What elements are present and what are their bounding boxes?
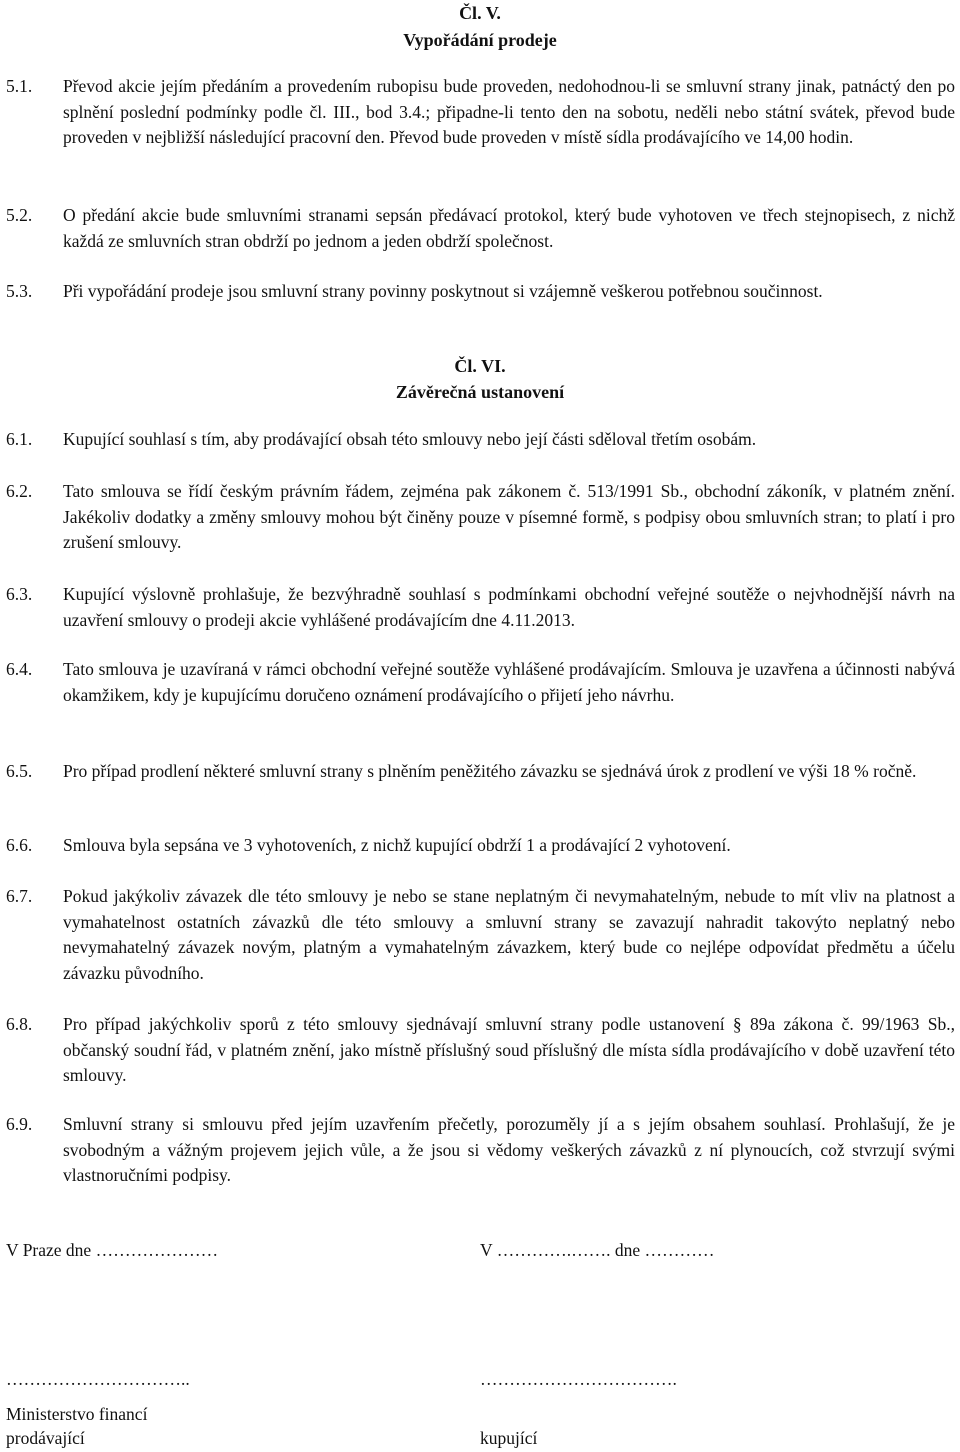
left-place-date: V Praze dne ………………… (6, 1240, 219, 1260)
left-party-role: prodávající (6, 1428, 85, 1448)
clause-number: 6.1. (6, 429, 33, 449)
clause-text: Kupující souhlasí s tím, aby prodávající obsah této smlouvy nebo její části sděloval třetím osobám. (63, 429, 757, 449)
section-vi-number: Čl. VI. (454, 356, 506, 376)
clause-text: Kupující výslovně prohlašuje, že bezvýhradně souhlasí s podmínkami obchodní veřejné soutěže o nejvhodnější návrh na uzavření smlouvy o prodeji akcie vyhlášené prodávajícím dne 4.11.2013. (63, 584, 955, 630)
clause-number: 5.2. (6, 205, 33, 225)
clause-text: Pokud jakýkoliv závazek dle této smlouvy je nebo se stane neplatným či nevymahatelným, nebude to mít vliv na platnost a vymahatelnost ostatních závazků dle této smlouvy a smluvní strany se zavazují nahradit takovýto neplatný nebo nevymahatelný závazek novým, platným a vymahatelným závazkem, který bude co nejlépe odpovídat předmětu a účelu závazku původního. (63, 886, 955, 983)
left-signature-line: ………………………….. (6, 1369, 190, 1389)
clause-number: 6.3. (6, 584, 33, 604)
right-place-date: V ………….……. dne ………… (480, 1240, 715, 1260)
clause-text: Pro případ prodlení některé smluvní strany s plněním peněžitého závazku se sjednává úrok z prodlení ve výši 18 % ročně. (63, 761, 917, 781)
section-v-title: Vypořádání prodeje (403, 30, 557, 50)
clause-number: 6.6. (6, 835, 33, 855)
clause-text: Při vypořádání prodeje jsou smluvní strany povinny poskytnout si vzájemně veškerou potřebnou součinnost. (63, 281, 823, 301)
clause-text: Pro případ jakýchkoliv sporů z této smlouvy sjednávají smluvní strany podle ustanovení § 89a zákona č. 99/1963 Sb., občanský soudní řád, v platném znění, jako místně příslušný soud příslušný dle místa sídla prodávajícího v době uzavření této smlouvy. (63, 1014, 955, 1085)
clause-number: 6.5. (6, 761, 33, 781)
left-party-name: Ministerstvo financí (6, 1404, 148, 1424)
right-signature-line: ……………………………. (480, 1369, 677, 1389)
clause-number: 6.7. (6, 886, 33, 906)
clause-text: Převod akcie jejím předáním a provedením rubopisu bude proveden, nedohodnou-li se smluvní strany jinak, patnáctý den po splnění poslední podmínky podle čl. III., bod 3.4.; připadne-li tento den na sobotu, neděli nebo státní svátek, převod bude proveden v nejbližší následující pracovní den. Převod bude proveden v místě sídla prodávajícího ve 14,00 hodin. (63, 76, 955, 147)
section-vi-title: Závěrečná ustanovení (395, 382, 565, 402)
clause-text: Smluvní strany si smlouvu před jejím uzavřením přečetly, porozuměly jí a s jejím obsahem souhlasí. Prohlašují, že je svobodným a vážným projevem jejich vůle, a že jsou si vědomy veškerých závazků z ní plynoucích, což stvrzují svými vlastnoručními podpisy. (63, 1114, 955, 1185)
clause-number: 5.1. (6, 76, 33, 96)
clause-number: 6.8. (6, 1014, 33, 1034)
clause-text: Smlouva byla sepsána ve 3 vyhotoveních, z nichž kupující obdrží 1 a prodávající 2 vyhotovení. (63, 835, 731, 855)
clause-number: 6.4. (6, 659, 33, 679)
clause-number: 6.9. (6, 1114, 33, 1134)
clause-text: Tato smlouva se řídí českým právním řádem, zejména pak zákonem č. 513/1991 Sb., obchodní zákoník, v platném znění. Jakékoliv dodatky a změny smlouvy mohou být činěny pouze v písemné formě, s podpisy obou smluvních stran; to platí i pro zrušení smlouvy. (63, 481, 955, 552)
clause-number: 6.2. (6, 481, 33, 501)
clause-number: 5.3. (6, 281, 33, 301)
section-v-number: Čl. V. (459, 3, 501, 23)
right-party-role: kupující (480, 1428, 538, 1448)
clause-text: O předání akcie bude smluvními stranami sepsán předávací protokol, který bude vyhotoven ve třech stejnopisech, z nichž každá ze smluvních stran obdrží po jednom a jeden obdrží společnost. (63, 205, 955, 251)
clause-text: Tato smlouva je uzavíraná v rámci obchodní veřejné soutěže vyhlášené prodávajícím. Smlouva je uzavřena a účinnosti nabývá okamžikem, kdy je kupujícímu doručeno oznámení prodávajícího o přijetí jeho návrhu. (63, 659, 955, 705)
